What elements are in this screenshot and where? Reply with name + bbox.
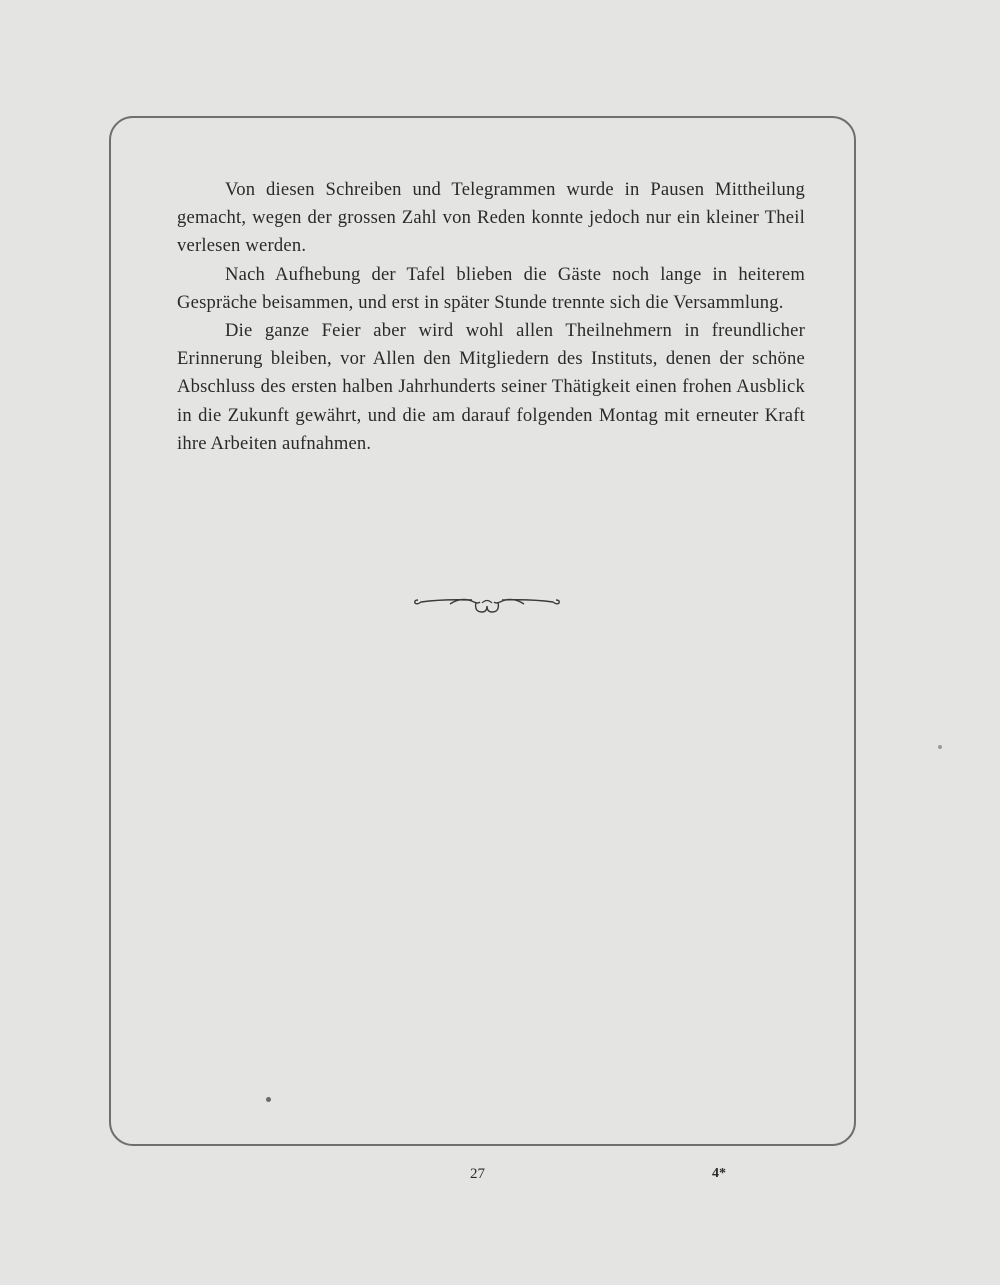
page-number: 27 [470, 1166, 485, 1182]
ornament-divider-icon [412, 590, 562, 620]
paragraph-3: Die ganze Feier aber wird wohl allen Theilnehmern in freundlicher Erinnerung bleiben, vor Allen den Mitgliedern des Instituts, denen der schöne Abschluss des ersten halben Jahrhunderts seiner Thätigkeit einen frohen Ausblick in die Zukunft gewährt, und die am darauf folgenden Montag mit erneuter Kraft ihre Arbeiten aufnahmen. [177, 320, 805, 454]
signature-mark: 4* [712, 1166, 726, 1181]
paragraph-2: Nach Aufhebung der Tafel blieben die Gäste noch lange in heiterem Gespräche beisammen, und erst in später Stunde trennte sich die Versammlung. [177, 263, 805, 313]
ink-speck [266, 1097, 271, 1102]
body-text [177, 176, 805, 458]
paragraph-1: Von diesen Schreiben und Telegrammen wurde in Pausen Mittheilung gemacht, wegen der grossen Zahl von Reden konnte jedoch nur ein kleiner Theil verlesen werden. [177, 179, 805, 257]
ink-speck [938, 745, 942, 749]
